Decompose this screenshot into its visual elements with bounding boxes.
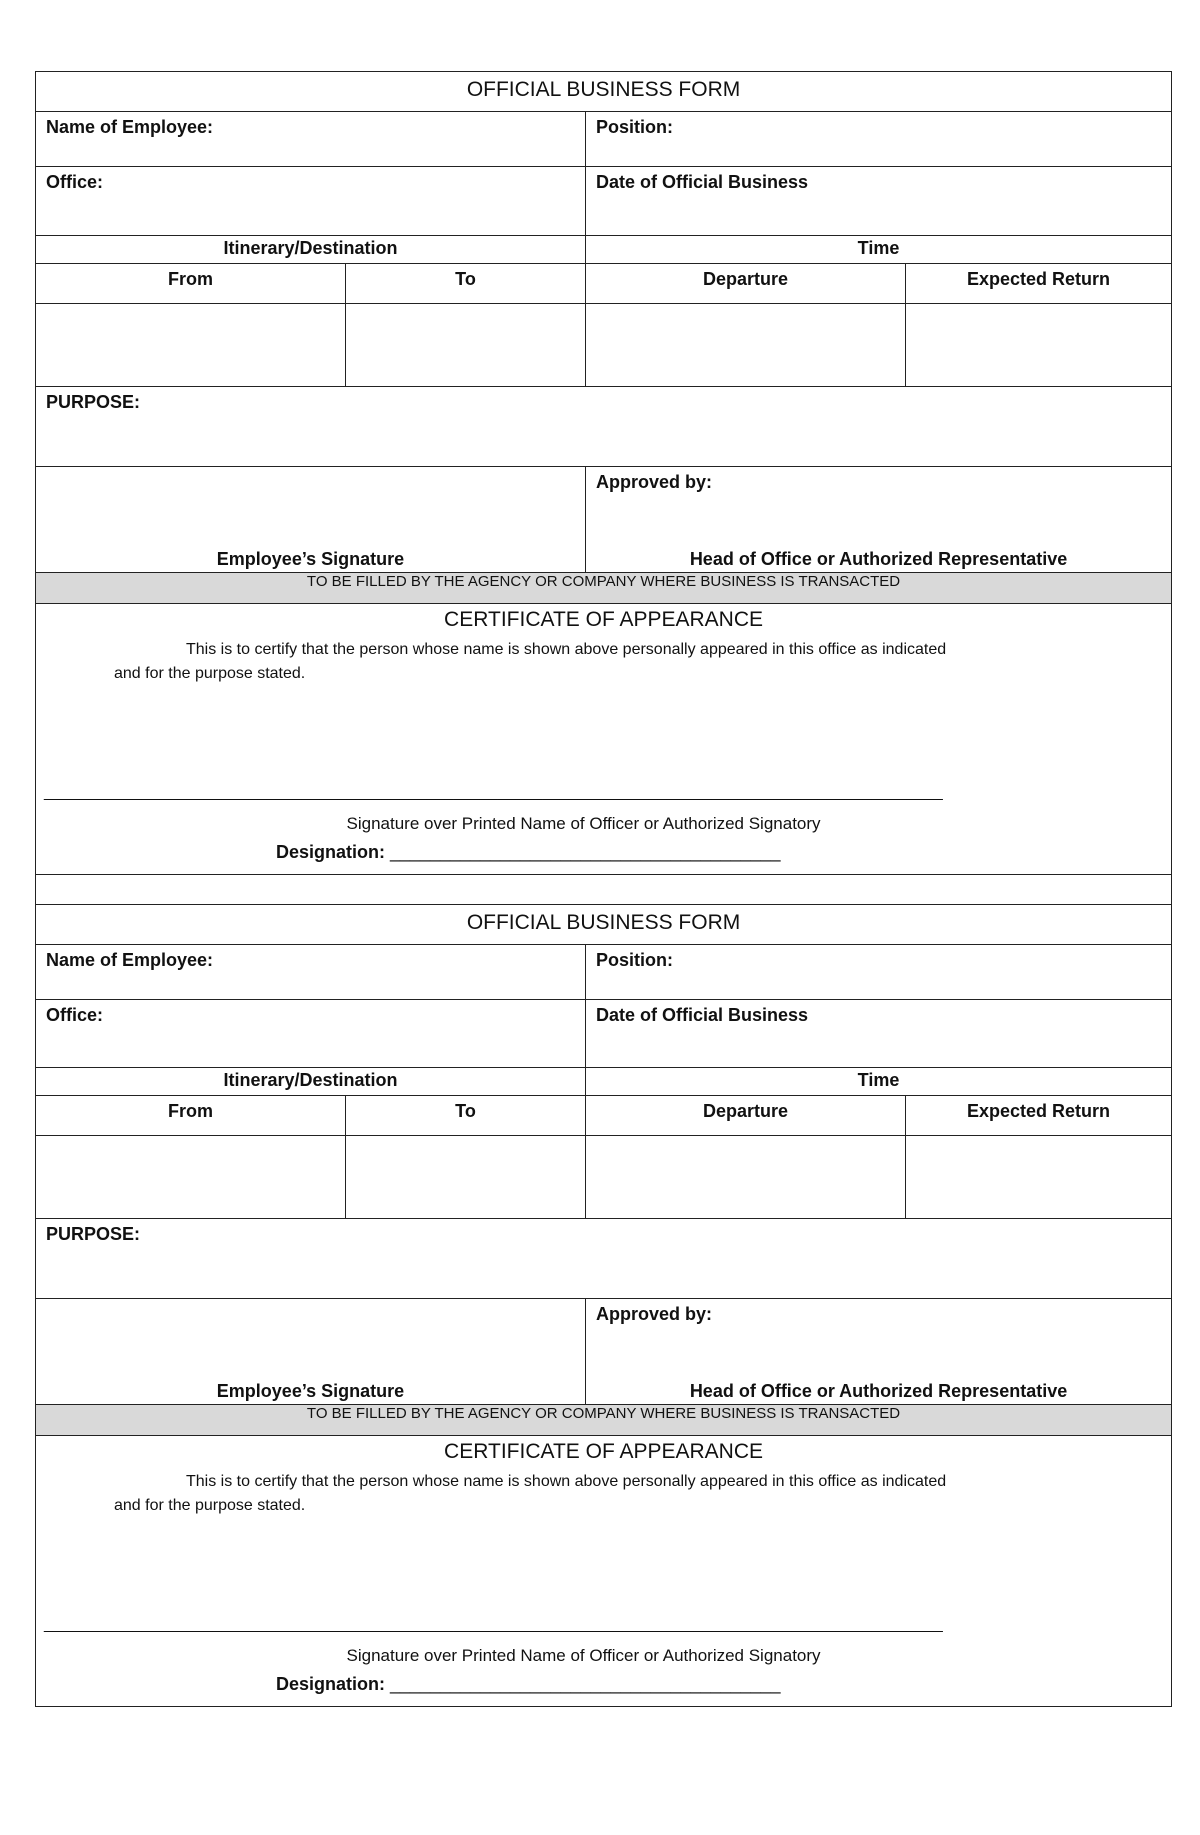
designation-label: Designation: bbox=[276, 842, 386, 862]
return-field[interactable] bbox=[906, 1136, 1172, 1219]
office-field[interactable] bbox=[36, 1000, 586, 1068]
from-header: From bbox=[168, 269, 213, 289]
form-title-cell bbox=[36, 905, 1172, 945]
certificate-text bbox=[36, 1464, 1171, 1518]
date-field[interactable] bbox=[586, 167, 1172, 236]
designation-field[interactable] bbox=[36, 842, 1171, 863]
purpose-label: PURPOSE: bbox=[46, 392, 141, 412]
to-field[interactable] bbox=[346, 1136, 586, 1219]
to-field[interactable] bbox=[346, 304, 586, 387]
departure-header: Departure bbox=[702, 269, 789, 289]
official-business-form-table bbox=[35, 71, 1172, 1707]
to-header-cell bbox=[346, 264, 586, 304]
head-signature-label: Head of Office or Authorized Representative bbox=[689, 1381, 1068, 1401]
departure-header: Departure bbox=[702, 1101, 789, 1121]
certificate-line-1: This is to certify that the person whose name is shown above personally appeared in this office as indicated bbox=[186, 1473, 947, 1490]
return-header-cell bbox=[906, 264, 1172, 304]
employee-name-label: Name of Employee: bbox=[46, 117, 214, 137]
designation-label: Designation: bbox=[276, 1674, 386, 1694]
time-header-cell bbox=[586, 1068, 1172, 1096]
position-label: Position: bbox=[596, 117, 673, 137]
employee-signature-field[interactable] bbox=[36, 1299, 586, 1405]
position-label: Position: bbox=[596, 950, 673, 970]
date-field[interactable] bbox=[586, 1000, 1172, 1068]
itinerary-header-cell bbox=[36, 1068, 586, 1096]
position-field[interactable] bbox=[586, 945, 1172, 1000]
certificate-section bbox=[36, 1436, 1172, 1707]
head-signature-label: Head of Office or Authorized Representative bbox=[689, 549, 1068, 569]
return-header: Expected Return bbox=[967, 1101, 1111, 1121]
date-label: Date of Official Business bbox=[596, 1005, 809, 1025]
form-title: OFFICIAL BUSINESS FORM bbox=[466, 78, 741, 101]
purpose-label: PURPOSE: bbox=[46, 1224, 141, 1244]
form-title: OFFICIAL BUSINESS FORM bbox=[466, 911, 741, 934]
document-page bbox=[35, 71, 1171, 1707]
employee-signature-label: Employee’s Signature bbox=[216, 1381, 405, 1401]
certificate-title: CERTIFICATE OF APPEARANCE bbox=[444, 608, 763, 631]
time-header-cell bbox=[586, 236, 1172, 264]
departure-header-cell bbox=[586, 264, 906, 304]
return-header-cell bbox=[906, 1096, 1172, 1136]
to-header-cell bbox=[346, 1096, 586, 1136]
itinerary-header-cell bbox=[36, 236, 586, 264]
from-header: From bbox=[168, 1101, 213, 1121]
departure-field[interactable] bbox=[586, 304, 906, 387]
purpose-field[interactable] bbox=[36, 1219, 1172, 1299]
departure-header-cell bbox=[586, 1096, 906, 1136]
officer-signature-line[interactable]: _____________________________________________________________________________________________________ bbox=[44, 784, 943, 801]
from-header-cell bbox=[36, 264, 346, 304]
agency-banner: TO BE FILLED BY THE AGENCY OR COMPANY WHERE BUSINESS IS TRANSACTED bbox=[36, 1405, 1172, 1436]
approved-by-label: Approved by: bbox=[596, 472, 713, 492]
from-header-cell bbox=[36, 1096, 346, 1136]
employee-name-field[interactable] bbox=[36, 112, 586, 167]
office-field[interactable] bbox=[36, 167, 586, 236]
position-field[interactable] bbox=[586, 112, 1172, 167]
officer-signature-label: Signature over Printed Name of Officer or Authorized Signatory bbox=[346, 1646, 821, 1665]
office-label: Office: bbox=[46, 172, 104, 192]
approval-field[interactable] bbox=[586, 467, 1172, 573]
certificate-line-1: This is to certify that the person whose name is shown above personally appeared in this office as indicated bbox=[186, 641, 947, 658]
to-header: To bbox=[455, 1101, 476, 1121]
itinerary-header: Itinerary/Destination bbox=[223, 238, 398, 258]
form-title-cell bbox=[36, 72, 1172, 112]
departure-field[interactable] bbox=[586, 1136, 906, 1219]
certificate-section bbox=[36, 604, 1172, 875]
time-header: Time bbox=[857, 1070, 900, 1090]
officer-signature-line[interactable]: _____________________________________________________________________________________________________ bbox=[44, 1616, 943, 1633]
from-field[interactable] bbox=[36, 304, 346, 387]
certificate-line-2: and for the purpose stated. bbox=[114, 665, 306, 682]
date-label: Date of Official Business bbox=[596, 172, 809, 192]
designation-line: _______________________________________ bbox=[390, 842, 781, 862]
designation-line: _______________________________________ bbox=[390, 1674, 781, 1694]
employee-name-label: Name of Employee: bbox=[46, 950, 214, 970]
approved-by-label: Approved by: bbox=[596, 1304, 713, 1324]
from-field[interactable] bbox=[36, 1136, 346, 1219]
certificate-title: CERTIFICATE OF APPEARANCE bbox=[444, 1440, 763, 1463]
employee-name-field[interactable] bbox=[36, 945, 586, 1000]
to-header: To bbox=[455, 269, 476, 289]
officer-signature-label: Signature over Printed Name of Officer or Authorized Signatory bbox=[346, 814, 821, 833]
employee-signature-field[interactable] bbox=[36, 467, 586, 573]
designation-field[interactable] bbox=[36, 1674, 1171, 1695]
approval-field[interactable] bbox=[586, 1299, 1172, 1405]
return-field[interactable] bbox=[906, 304, 1172, 387]
agency-banner: TO BE FILLED BY THE AGENCY OR COMPANY WHERE BUSINESS IS TRANSACTED bbox=[36, 573, 1172, 604]
certificate-line-2: and for the purpose stated. bbox=[114, 1497, 306, 1514]
return-header: Expected Return bbox=[967, 269, 1111, 289]
office-label: Office: bbox=[46, 1005, 104, 1025]
spacer-row bbox=[36, 875, 1172, 905]
itinerary-header: Itinerary/Destination bbox=[223, 1070, 398, 1090]
certificate-text bbox=[36, 632, 1171, 686]
employee-signature-label: Employee’s Signature bbox=[216, 549, 405, 569]
purpose-field[interactable] bbox=[36, 387, 1172, 467]
time-header: Time bbox=[857, 238, 900, 258]
